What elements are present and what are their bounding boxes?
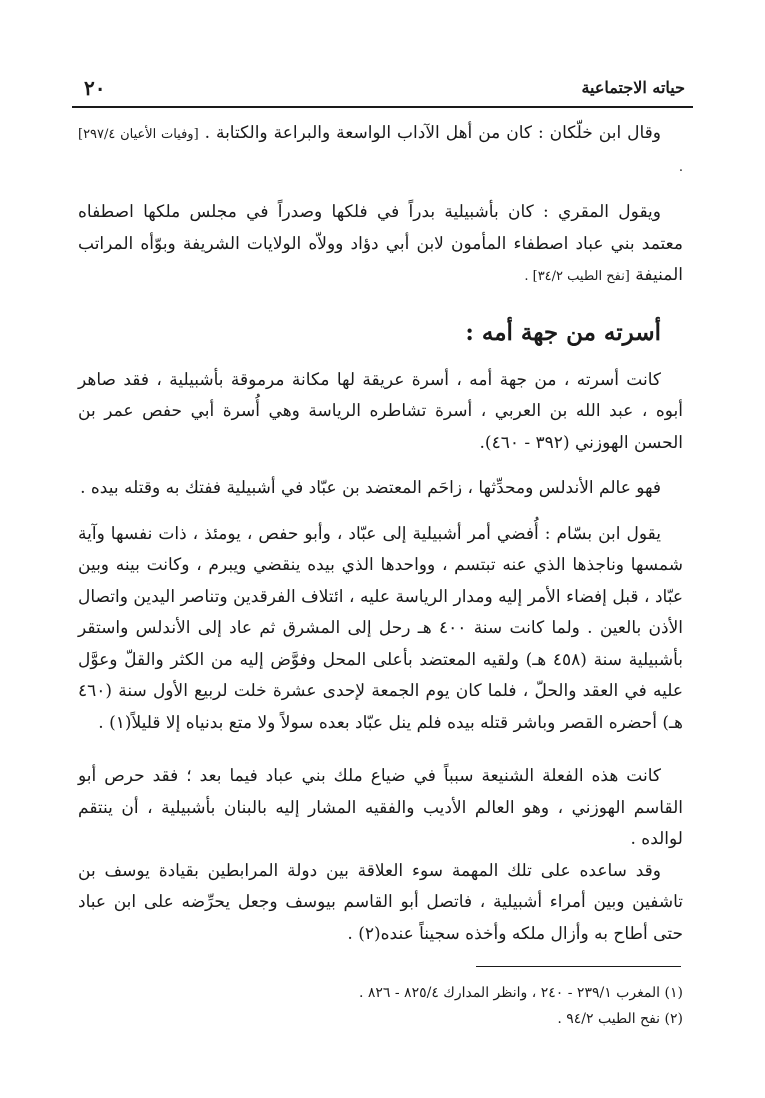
footnote-separator — [476, 966, 681, 967]
spacer — [78, 293, 683, 315]
footnotes — [82, 980, 683, 1032]
paragraph: وقد ساعده على تلك المهمة سوء العلاقة بين دولة المرابطين بقيادة يوسف بن تاشفين وبين أمراء أشبيلية ، فاتصل أبو القاسم بيوسف وجعل يحرِّضه على ابن عباد حتى أطاح به وأزال ملكه وأخذه سجيناً عنده(٢) . — [78, 860, 683, 944]
page-number: ٢٠ — [84, 76, 106, 100]
footnote: (٢) نفح الطيب ٩٤/٢ . — [557, 1011, 683, 1027]
running-title: حياته الاجتماعية — [581, 78, 685, 97]
section-heading: أسرته من جهة أمه : — [465, 318, 661, 346]
spacer — [78, 739, 683, 761]
paragraph: فهو عالم الأندلس ومحدِّثها ، زاحَم المعتضد بن عبّاد في أشبيلية ففتك به وقتله بيده . — [80, 478, 661, 498]
spacer — [78, 183, 683, 197]
header-rule — [72, 106, 693, 108]
paragraph: يقول ابن بسّام : أُفضي أمر أشبيلية إلى عبّاد ، وأبو حفص ، يومئذ ، ذات نفسها وآية شمسها وناجذها الذي عنه تبتسم ، وواحدها الذي بيده ينقضي ويبرم ، وكانت بينه وبين عبّاد ، قبل إفضاء الأمر إليه ومدار الرياسة عليه ، ائتلاف الفرقدين وتناصر اليدين واتصال الأذن بالعين . ولما كانت سنة ٤٠٠ هـ رحل إلى المشرق ثم عاد إلى الأندلس واستقر بأشبيلية سنة (٤٥٨ هـ) ولقيه المعتضد بأعلى المحل وفوَّض إليه من الكثر والقلّ وعوَّل عليه في العقد والحلّ ، فلما كان يوم الجمعة لإحدى عشرة خلت لربيع الأول سنة (٤٦٠ هـ) أحضره القصر وباشر قتله بيده فلم ينل عبّاد بعده سولاً ولا متع بدنياه إلا قليلاً(١) . — [78, 523, 683, 733]
spacer — [78, 351, 683, 365]
footnote: (١) المغرب ٢٣٩/١ - ٢٤٠ ، وانظر المدارك ٨٢٥/٤ - ٨٢٦ . — [358, 985, 683, 1001]
quote-ibn-khallikan — [78, 118, 683, 183]
paragraph: كانت هذه الفعلة الشنيعة سبباً في ضياع ملك بني عباد فيما بعد ؛ فقد حرص أبو القاسم الهوزني ، وهو العالم الأديب والفقيه المشار إليه بالبنان بأشبيلية ، أن ينتقم لوالده . — [78, 766, 683, 849]
quote-maqqari — [78, 197, 683, 293]
citation: [وفيات الأعيان ٢٩٧/٤] . — [78, 127, 683, 175]
spacer — [78, 505, 683, 519]
page-body — [78, 118, 683, 950]
quote-text: ويقول المقري : كان بأشبيلية بدراً في فلكها وصدراً في مجلس ملكها اصطفاه معتمد بني عباد اصطفاء المأمون لابن أبي دؤاد وولاّه الولايات الشريفة وبوّأه المراتب المنيفة — [78, 202, 683, 285]
page-header — [72, 78, 693, 104]
citation: [نفح الطيب ٣٤/٢] . — [524, 269, 630, 284]
spacer — [78, 459, 683, 473]
quote-text: وقال ابن خلّكان : كان من أهل الآداب الواسعة والبراعة والكتابة . — [198, 123, 661, 143]
paragraph: كانت أسرته ، من جهة أمه ، أسرة عريقة لها مكانة مرموقة بأشبيلية ، فقد صاهر أبوه ، عبد الله بن العربي ، أسرة تشاطره الرياسة وهي أُسرة أبي حفص عمر بن الحسن الهوزني (٣٩٢ - ٤٦٠). — [78, 369, 683, 453]
